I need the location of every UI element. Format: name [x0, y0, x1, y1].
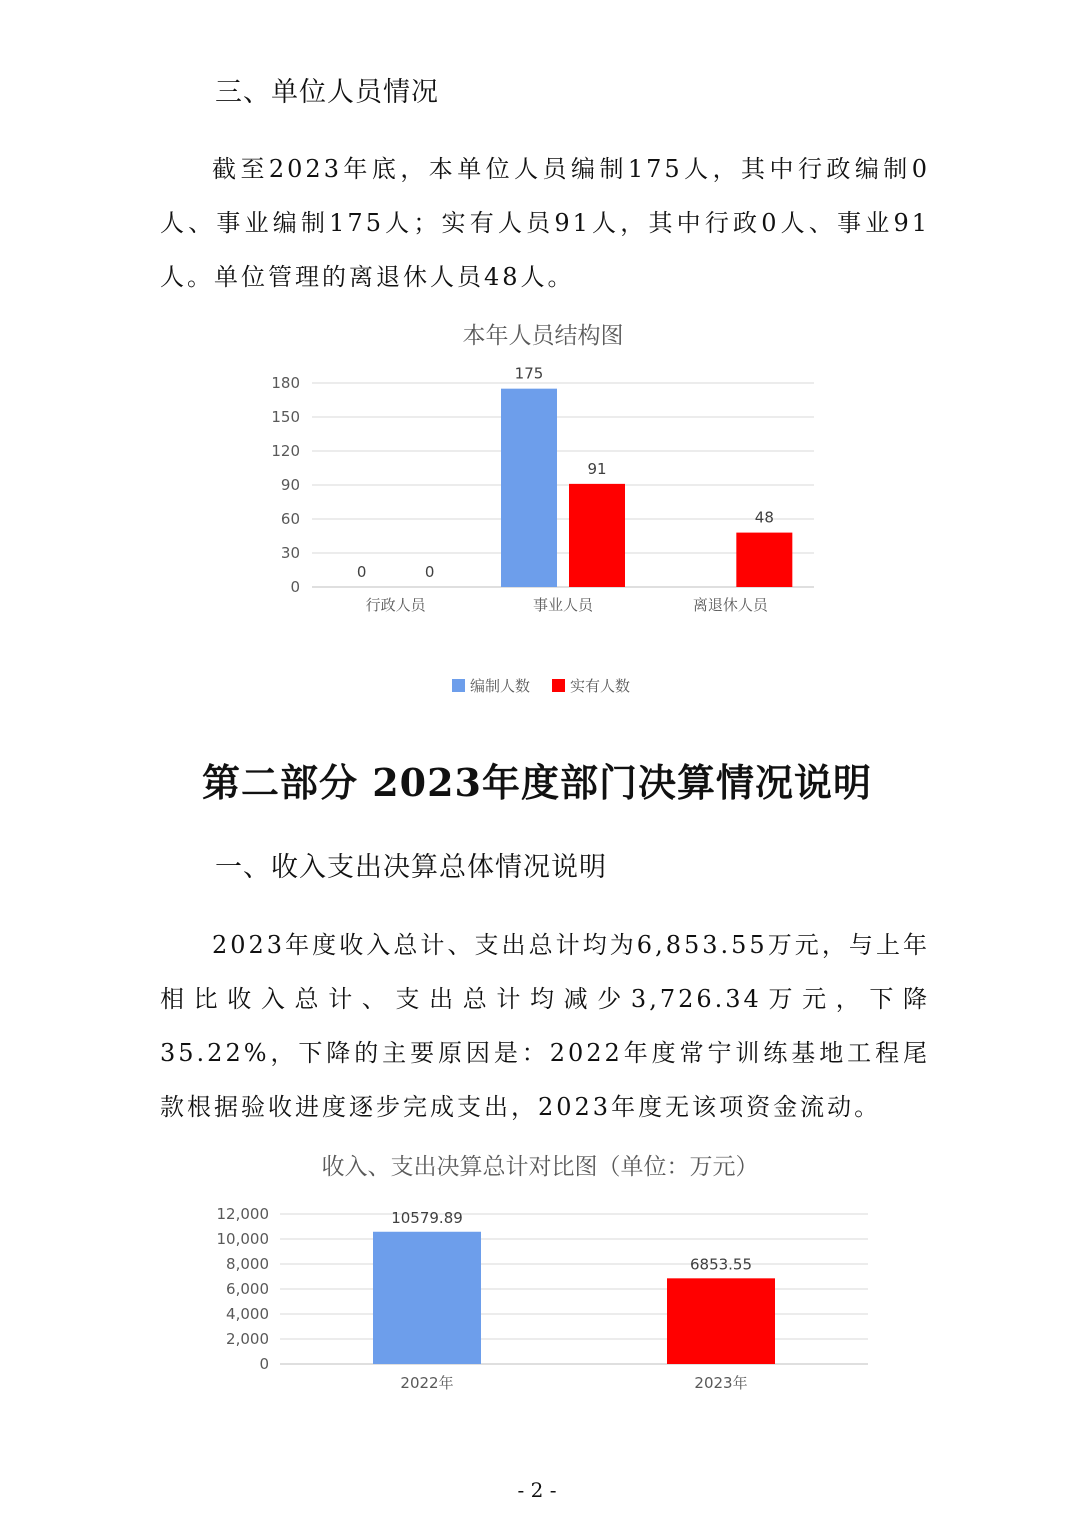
- section-heading-income: 一、收入支出决算总体情况说明: [215, 852, 607, 883]
- chart2-bar: [667, 1278, 775, 1364]
- chart2-y-tick: 0: [259, 1355, 269, 1373]
- chart1-y-tick: 0: [290, 578, 300, 596]
- chart1-y-tick: 120: [271, 442, 300, 460]
- page-number: - 2 -: [517, 1478, 557, 1502]
- chart2-x-tick: 2023年: [694, 1374, 748, 1392]
- part-title: 第二部分 2023年度部门决算情况说明: [202, 760, 872, 805]
- chart2-data-label: 6853.55: [689, 1255, 753, 1274]
- chart1-y-tick: 180: [271, 374, 300, 392]
- chart2-y-tick: 2,000: [226, 1330, 269, 1348]
- chart2-y-tick: 4,000: [226, 1305, 269, 1323]
- chart1-x-tick: 行政人员: [365, 596, 426, 614]
- chart1-legend-swatch: [552, 679, 565, 692]
- chart1-bar: [501, 389, 557, 587]
- chart1-data-label: 175: [514, 364, 544, 383]
- chart2-title: 收入、支出决算总计对比图（单位：万元）: [321, 1154, 759, 1180]
- chart1-y-tick: 30: [280, 544, 300, 562]
- chart1-legend-swatch: [452, 679, 465, 692]
- chart1-y-tick: 150: [271, 408, 300, 426]
- chart1-data-label: 0: [424, 563, 435, 581]
- chart2-x-tick: 2022年: [400, 1374, 454, 1392]
- chart1-title: 本年人员结构图: [462, 323, 624, 349]
- staff-structure-chart: [0, 310, 1074, 720]
- chart1-legend-label: 编制人数: [470, 677, 531, 695]
- income-expense-chart: [0, 1140, 1074, 1410]
- chart1-data-label: 48: [754, 508, 774, 527]
- chart1-data-label: 0: [356, 563, 367, 581]
- chart1-legend-label: 实有人数: [570, 677, 631, 695]
- chart1-bar: [736, 533, 792, 587]
- section-heading-staff: 三、单位人员情况: [215, 77, 439, 108]
- chart1-bar: [569, 484, 625, 587]
- chart2-y-tick: 8,000: [226, 1255, 269, 1273]
- chart2-data-label: 10579.89: [391, 1208, 463, 1227]
- chart2-bar: [373, 1232, 481, 1364]
- income-paragraph: 2023年度收入总计、支出总计均为6,853.55万元，与上年相比收入总计、支出总计均减少3,726.34万元，下降35.22%，下降的主要原因是：2022年度常宁训练基地工程尾款根据验收进度逐步完成支出，2023年度无该项资金流动。: [160, 931, 930, 1121]
- staff-paragraph: 截至2023年底，本单位人员编制175人，其中行政编制0人、事业编制175人；实有人员91人，其中行政0人、事业91人。单位管理的离退休人员48人。: [160, 155, 930, 291]
- chart1-data-label: 91: [587, 459, 607, 478]
- chart2-y-tick: 10,000: [216, 1230, 269, 1248]
- chart1-y-tick: 60: [280, 510, 300, 528]
- chart1-y-tick: 90: [280, 476, 300, 494]
- chart1-x-tick: 离退休人员: [692, 596, 768, 614]
- chart2-y-tick: 6,000: [226, 1280, 269, 1298]
- chart1-x-tick: 事业人员: [532, 596, 594, 614]
- chart2-y-tick: 12,000: [216, 1205, 269, 1223]
